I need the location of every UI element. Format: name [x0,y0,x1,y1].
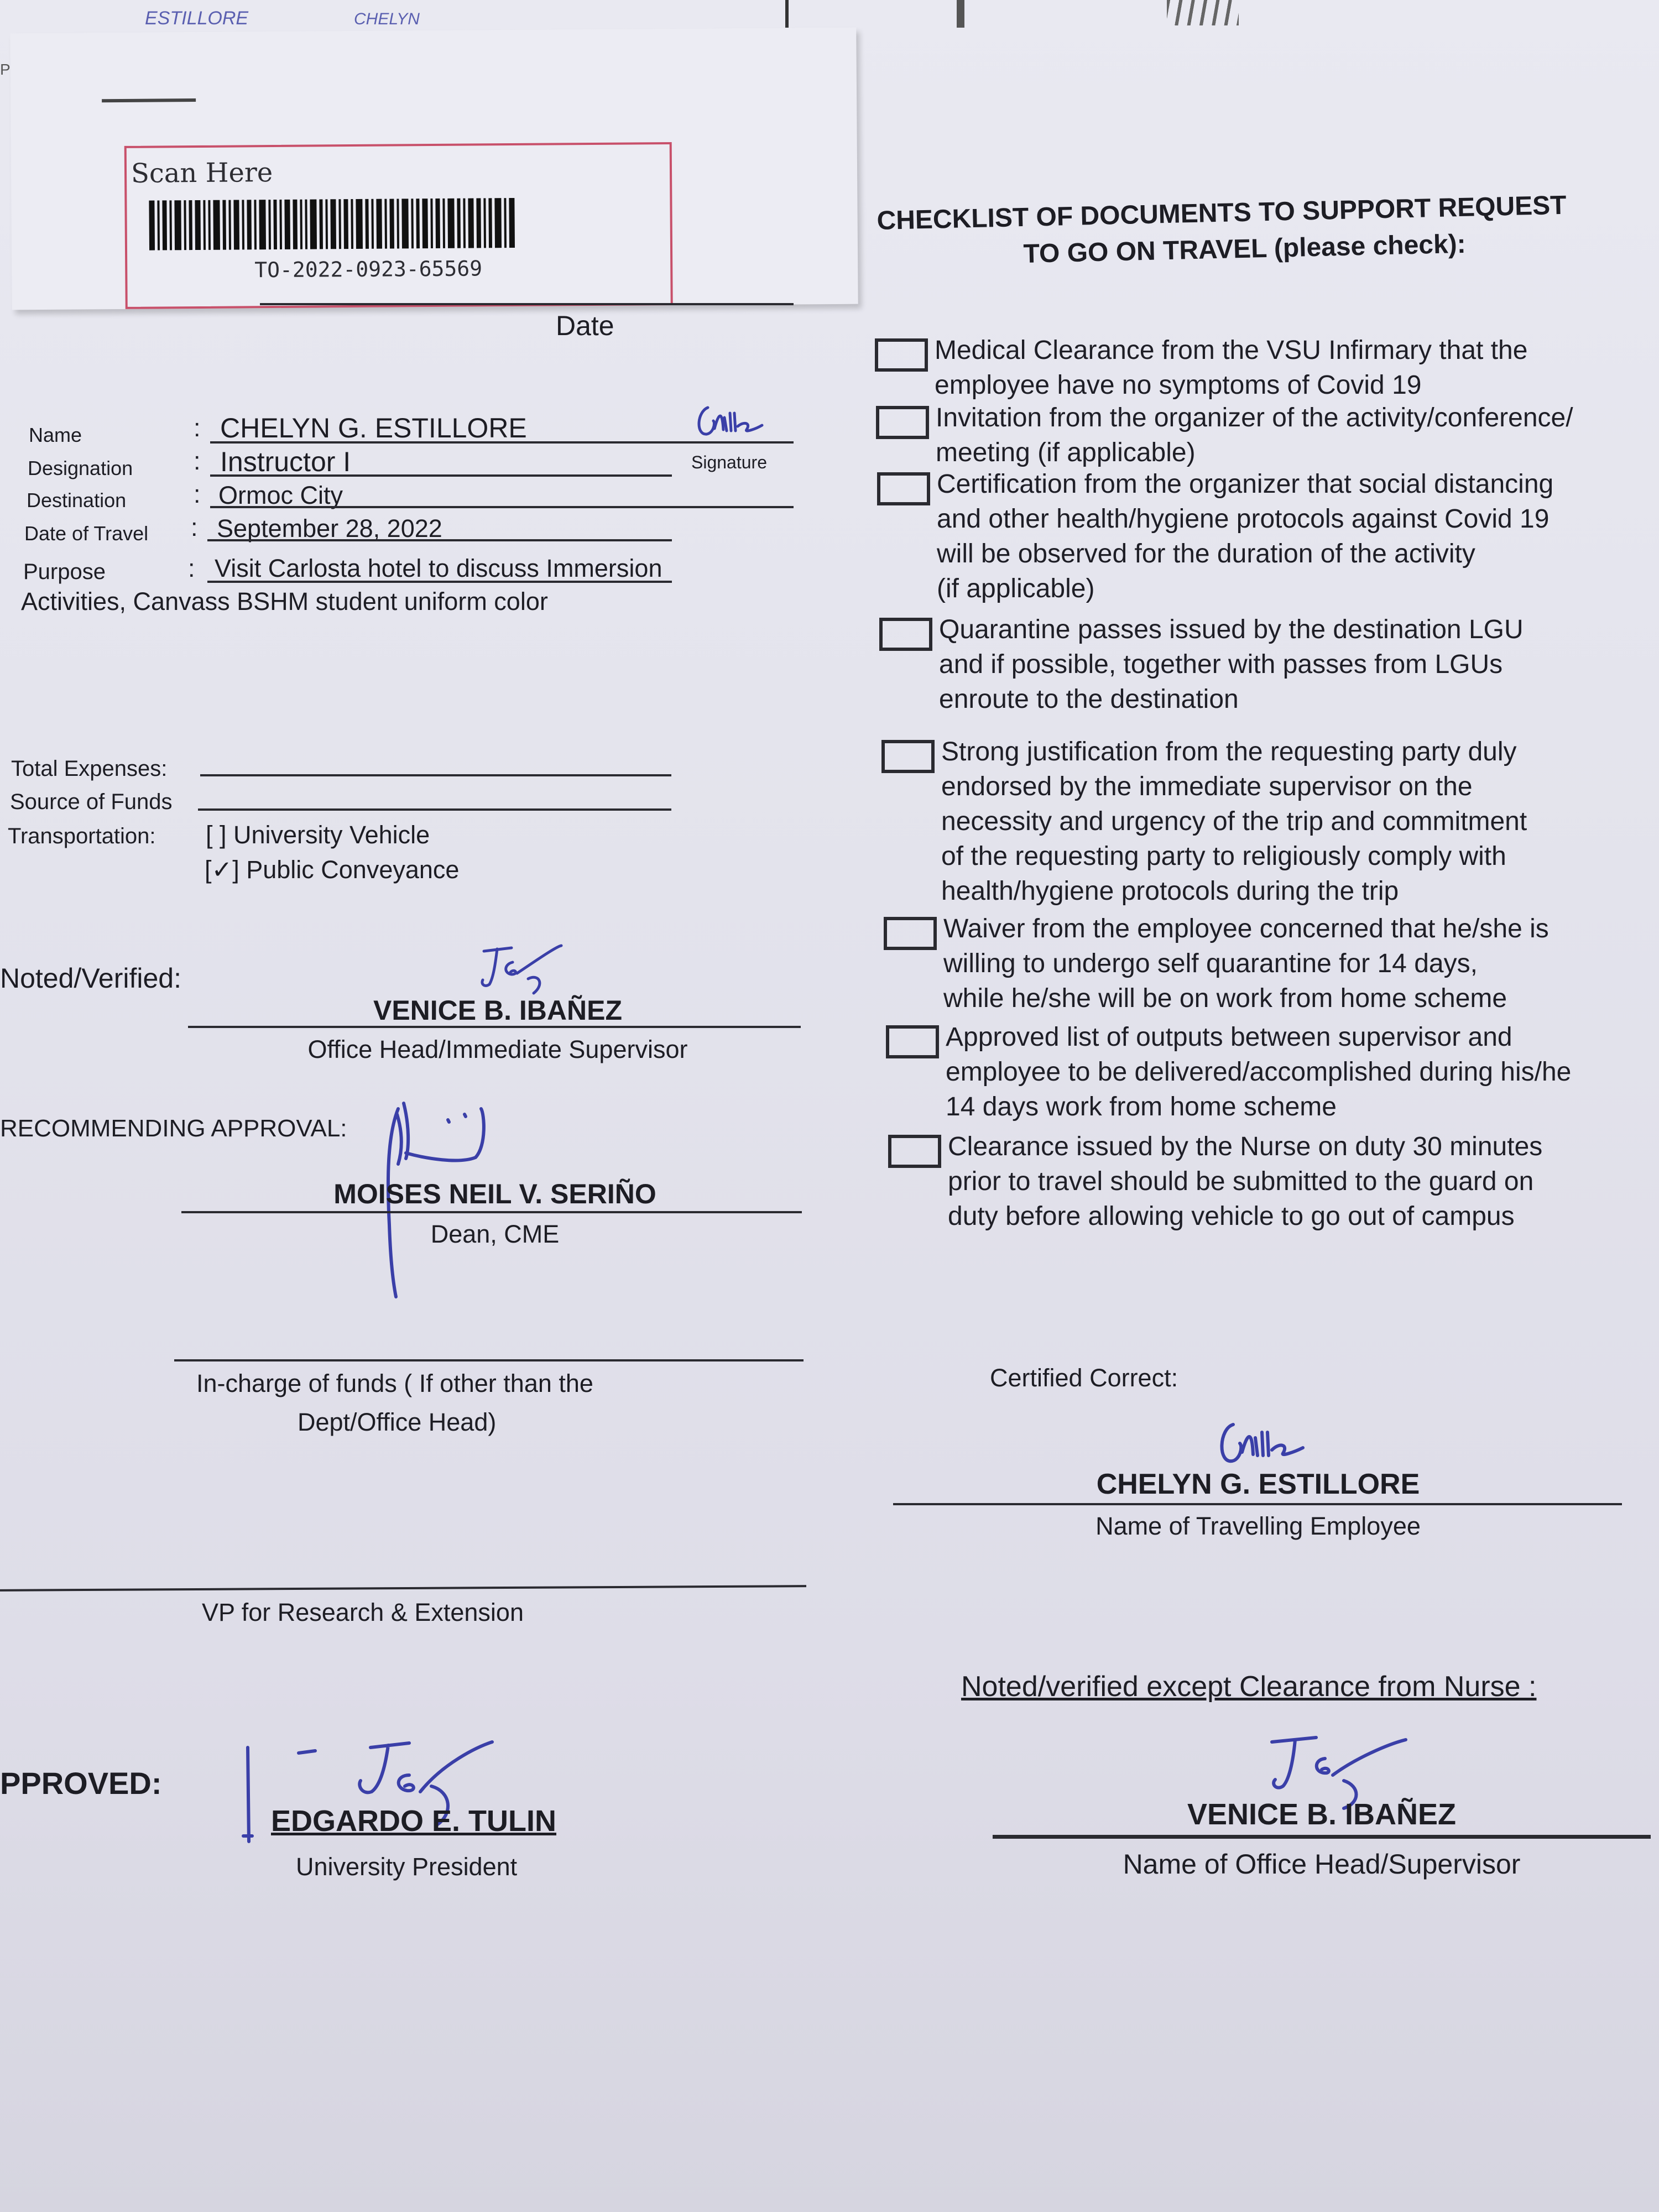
transport-public-conveyance[interactable]: [✓] Public Conveyance [205,855,460,884]
vp-title: VP for Research & Extension [202,1598,524,1626]
checklist-item-text: willing to undergo self quarantine for 14 days, [943,949,1478,978]
signature-caption: Signature [691,452,767,472]
destination-colon: : [194,480,201,508]
checklist-checkbox[interactable] [875,338,928,372]
checklist-checkbox[interactable] [879,618,932,651]
checklist-item-text: endorsed by the immediate supervisor on the [941,772,1473,801]
vp-signature-line [0,1585,806,1592]
travel-order-code: TO-2022-0923-65569 [254,256,483,283]
checklist-item-text: while he/she will be on work from home scheme [943,984,1507,1013]
office-head-signature-line [993,1835,1651,1839]
checklist-item-text: health/hygiene protocols during the trip [941,877,1399,906]
employee-title: Name of Travelling Employee [1095,1512,1421,1540]
destination-value: Ormoc City [218,481,343,509]
checklist-checkbox[interactable] [877,472,930,505]
office-head-name: VENICE B. IBAÑEZ [1187,1798,1457,1831]
destination-label: Destination [27,489,127,512]
purpose-colon: : [188,554,195,582]
top-scribble-firstname: CHELYN [354,10,420,28]
checklist-item-text: Quarantine passes issued by the destination LGU [939,615,1524,644]
dean-signature-line [181,1211,802,1213]
checklist-item-text: Certification from the organizer that social distancing [937,469,1554,499]
approved-label: PPROVED: [0,1766,162,1801]
travel-date-label: Date of Travel [24,522,149,545]
checklist-checkbox[interactable] [886,1025,939,1058]
scan-here-label: Scan Here [131,157,273,189]
employee-signature-top [691,401,769,448]
source-funds-line [198,808,671,811]
slip-dash [102,98,196,102]
funds-title-line1: In-charge of funds ( If other than the [196,1369,593,1397]
recommending-approval-label: RECOMMENDING APPROVAL: [0,1115,347,1142]
funds-title-line2: Dept/Office Head) [298,1408,497,1436]
purpose-line2: Activities, Canvass BSHM student uniform color [21,587,548,615]
designation-line [210,474,672,477]
checklist-item-text: and other health/hygiene protocols against Covid 19 [937,504,1550,534]
top-edge-stripes [1167,0,1239,25]
checklist-item-text: Strong justification from the requesting party duly [941,737,1517,766]
checklist-item-text: necessity and urgency of the trip and commitment [941,807,1527,836]
employee-name: CHELYN G. ESTILLORE [1096,1468,1420,1500]
checklist-checkbox[interactable] [888,1135,941,1168]
date-line [260,303,794,305]
purpose-label: Purpose [23,560,106,584]
certified-correct-label: Certified Correct: [990,1364,1178,1392]
supervisor-title: Office Head/Immediate Supervisor [307,1035,688,1063]
transportation-label: Transportation: [8,824,156,848]
total-expenses-line [200,774,671,776]
slip-edge-letter: P [0,61,11,78]
top-scribble-surname: ESTILLORE [145,8,249,29]
checklist-item-text: of the requesting party to religiously comply with [941,842,1506,871]
travel-date-colon: : [191,513,198,541]
checklist-item-text: Invitation from the organizer of the activity/conference/ [936,403,1573,432]
checklist-item-text: meeting (if applicable) [936,438,1196,467]
name-value: CHELYN G. ESTILLORE [220,413,527,444]
checklist-item-text: enroute to the destination [939,685,1239,714]
purpose-line1: Visit Carlosta hotel to discuss Immersion [215,554,662,582]
checklist-title-line2: TO GO ON TRAVEL (please check): [1023,229,1467,269]
destination-line [210,506,794,508]
checklist-title-line1: CHECKLIST OF DOCUMENTS TO SUPPORT REQUEST [877,190,1567,236]
checklist-item-text: prior to travel should be submitted to the guard on [948,1167,1534,1196]
travel-date-line [207,539,672,541]
checklist-checkbox[interactable] [881,740,935,773]
dean-name: MOISES NEIL V. SERIÑO [333,1178,656,1209]
checklist-item-text: employee have no symptoms of Covid 19 [935,371,1422,400]
date-label: Date [556,310,614,341]
supervisor-signature-line [188,1026,801,1028]
name-label: Name [29,424,82,446]
checklist-checkbox[interactable] [884,917,937,950]
president-name: EDGARDO E. TULIN [271,1804,557,1838]
transport-university-vehicle[interactable]: [ ] University Vehicle [206,821,430,849]
source-funds-label: Source of Funds [10,790,173,814]
checklist-item-text: employee to be delivered/accomplished during his/he [946,1057,1572,1087]
top-edge-divider [785,0,789,28]
funds-signature-line [174,1359,804,1361]
checklist-item-text: Clearance issued by the Nurse on duty 30 minutes [948,1132,1543,1161]
checklist-item-text: Medical Clearance from the VSU Infirmary that the [935,336,1528,365]
checklist-item-text: Waiver from the employee concerned that he/she is [943,914,1549,943]
checklist-item-text: duty before allowing vehicle to go out of campus [948,1202,1515,1231]
nurse-clearance-note: Noted/verified except Clearance from Nurse : [961,1671,1537,1703]
scan-barcode-box [124,142,673,309]
top-edge-mark [957,0,964,28]
total-expenses-label: Total Expenses: [11,757,168,781]
travel-date-value: September 28, 2022 [217,514,442,542]
checklist-item-text: Approved list of outputs between supervisor and [946,1022,1512,1052]
employee-signature-line [893,1503,1622,1505]
designation-label: Designation [28,457,133,479]
designation-colon: : [194,447,201,475]
office-head-title: Name of Office Head/Supervisor [1123,1849,1521,1880]
designation-value: Instructor I [220,446,351,477]
purpose-underline [207,581,672,583]
checklist-item-text: (if applicable) [937,574,1095,603]
checklist-checkbox[interactable] [876,406,929,439]
barcode-graphic [149,198,518,251]
scan-slip [10,28,858,310]
president-title: University President [296,1853,518,1881]
noted-verified-label: Noted/Verified: [0,963,181,994]
checklist-item-text: and if possible, together with passes from LGUs [939,650,1503,679]
checklist-item-text: 14 days work from home scheme [946,1092,1337,1121]
supervisor-name: VENICE B. IBAÑEZ [373,995,623,1026]
checklist-item-text: will be observed for the duration of the activity [937,539,1475,568]
dean-title: Dean, CME [430,1220,560,1248]
name-colon: : [194,414,201,442]
